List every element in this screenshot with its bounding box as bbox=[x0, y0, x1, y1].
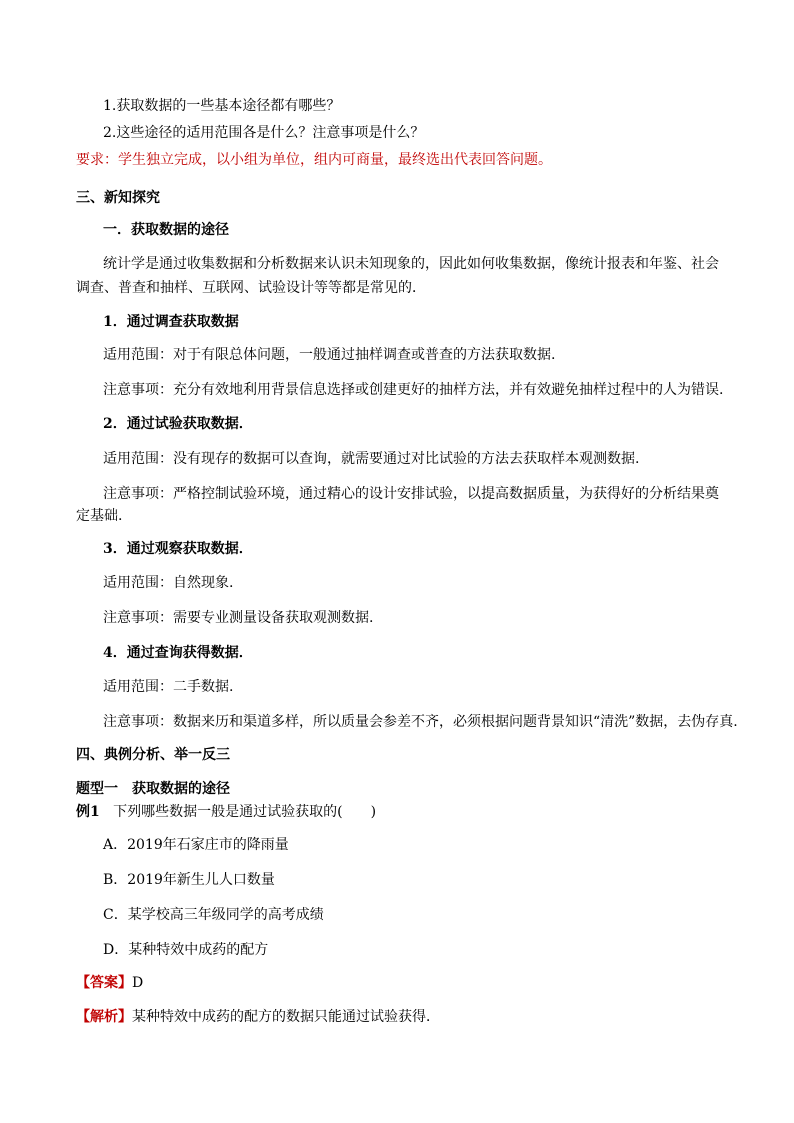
section-three-subheading: 一．获取数据的途径 bbox=[103, 222, 229, 238]
method2-scope: 适用范围：没有现存的数据可以查询，就需要通过对比试验的方法去获取样本观测数据. bbox=[103, 451, 640, 467]
method1-title: 1．通过调查获取数据 bbox=[103, 314, 239, 330]
method4-notes: 注意事项：数据来历和渠道多样，所以质量会参差不齐，必须根据问题背景知识“清洗”数据，去伪存真. bbox=[103, 714, 738, 730]
method1-notes: 注意事项：充分有效地利用背景信息选择或创建更好的抽样方法，并有效避免抽样过程中的人为错误. bbox=[103, 382, 724, 398]
option-d: D．某种特效中成药的配方 bbox=[103, 942, 269, 958]
method1-scope: 适用范围：对于有限总体问题，一般通过抽样调查或普查的方法获取数据. bbox=[103, 347, 556, 363]
intro-line2: 调查、普查和抽样、互联网、试验设计等等都是常见的． bbox=[76, 280, 426, 296]
analysis-text: 某种特效中成药的配方的数据只能通过试验获得． bbox=[132, 1009, 440, 1025]
answer bbox=[76, 973, 143, 993]
answer-value: D bbox=[132, 975, 144, 991]
method3-title: 3．通过观察获取数据． bbox=[103, 541, 253, 557]
method2-notes-line2: 定基础. bbox=[76, 508, 123, 524]
answer-label: 【答案】 bbox=[76, 975, 132, 991]
q2: 2.这些途径的适用范围各是什么？注意事项是什么？ bbox=[103, 125, 425, 141]
analysis bbox=[76, 1007, 440, 1027]
example-question: 下列哪些数据一般是通过试验获取的( ) bbox=[113, 804, 377, 820]
requirement bbox=[76, 150, 552, 170]
method3-notes: 注意事项：需要专业测量设备获取观测数据. bbox=[103, 610, 374, 626]
type-title: 题型一 获取数据的途径 bbox=[76, 781, 230, 797]
option-b: B．2019年新生儿人口数量 bbox=[103, 872, 275, 888]
method4-title: 4．通过查询获得数据． bbox=[103, 645, 253, 661]
method3-scope: 适用范围：自然现象. bbox=[103, 575, 234, 591]
option-c: C．某学校高三年级同学的高考成绩 bbox=[103, 907, 324, 923]
example-label: 例1 bbox=[76, 804, 100, 820]
analysis-label: 【解析】 bbox=[76, 1009, 132, 1025]
section-four-heading: 四、典例分析、举一反三 bbox=[76, 747, 230, 763]
requirement-text: 学生独立完成，以小组为单位，组内可商量，最终选出代表回答问题。 bbox=[118, 152, 552, 168]
example bbox=[76, 802, 376, 822]
method2-notes-line1: 注意事项：严格控制试验环境，通过精心的设计安排试验，以提高数据质量，为获得好的分析结果奠 bbox=[103, 486, 719, 502]
requirement-label: 要求： bbox=[76, 152, 118, 168]
intro-line1: 统计学是通过收集数据和分析数据来认识未知现象的，因此如何收集数据，像统计报表和年鉴、社会 bbox=[103, 256, 719, 272]
q1: 1.获取数据的一些基本途径都有哪些？ bbox=[103, 98, 341, 114]
method4-scope: 适用范围：二手数据. bbox=[103, 679, 234, 695]
method2-title: 2．通过试验获取数据． bbox=[103, 416, 253, 432]
option-a: A．2019年石家庄市的降雨量 bbox=[103, 837, 289, 853]
section-three-heading: 三、新知探究 bbox=[76, 190, 160, 206]
